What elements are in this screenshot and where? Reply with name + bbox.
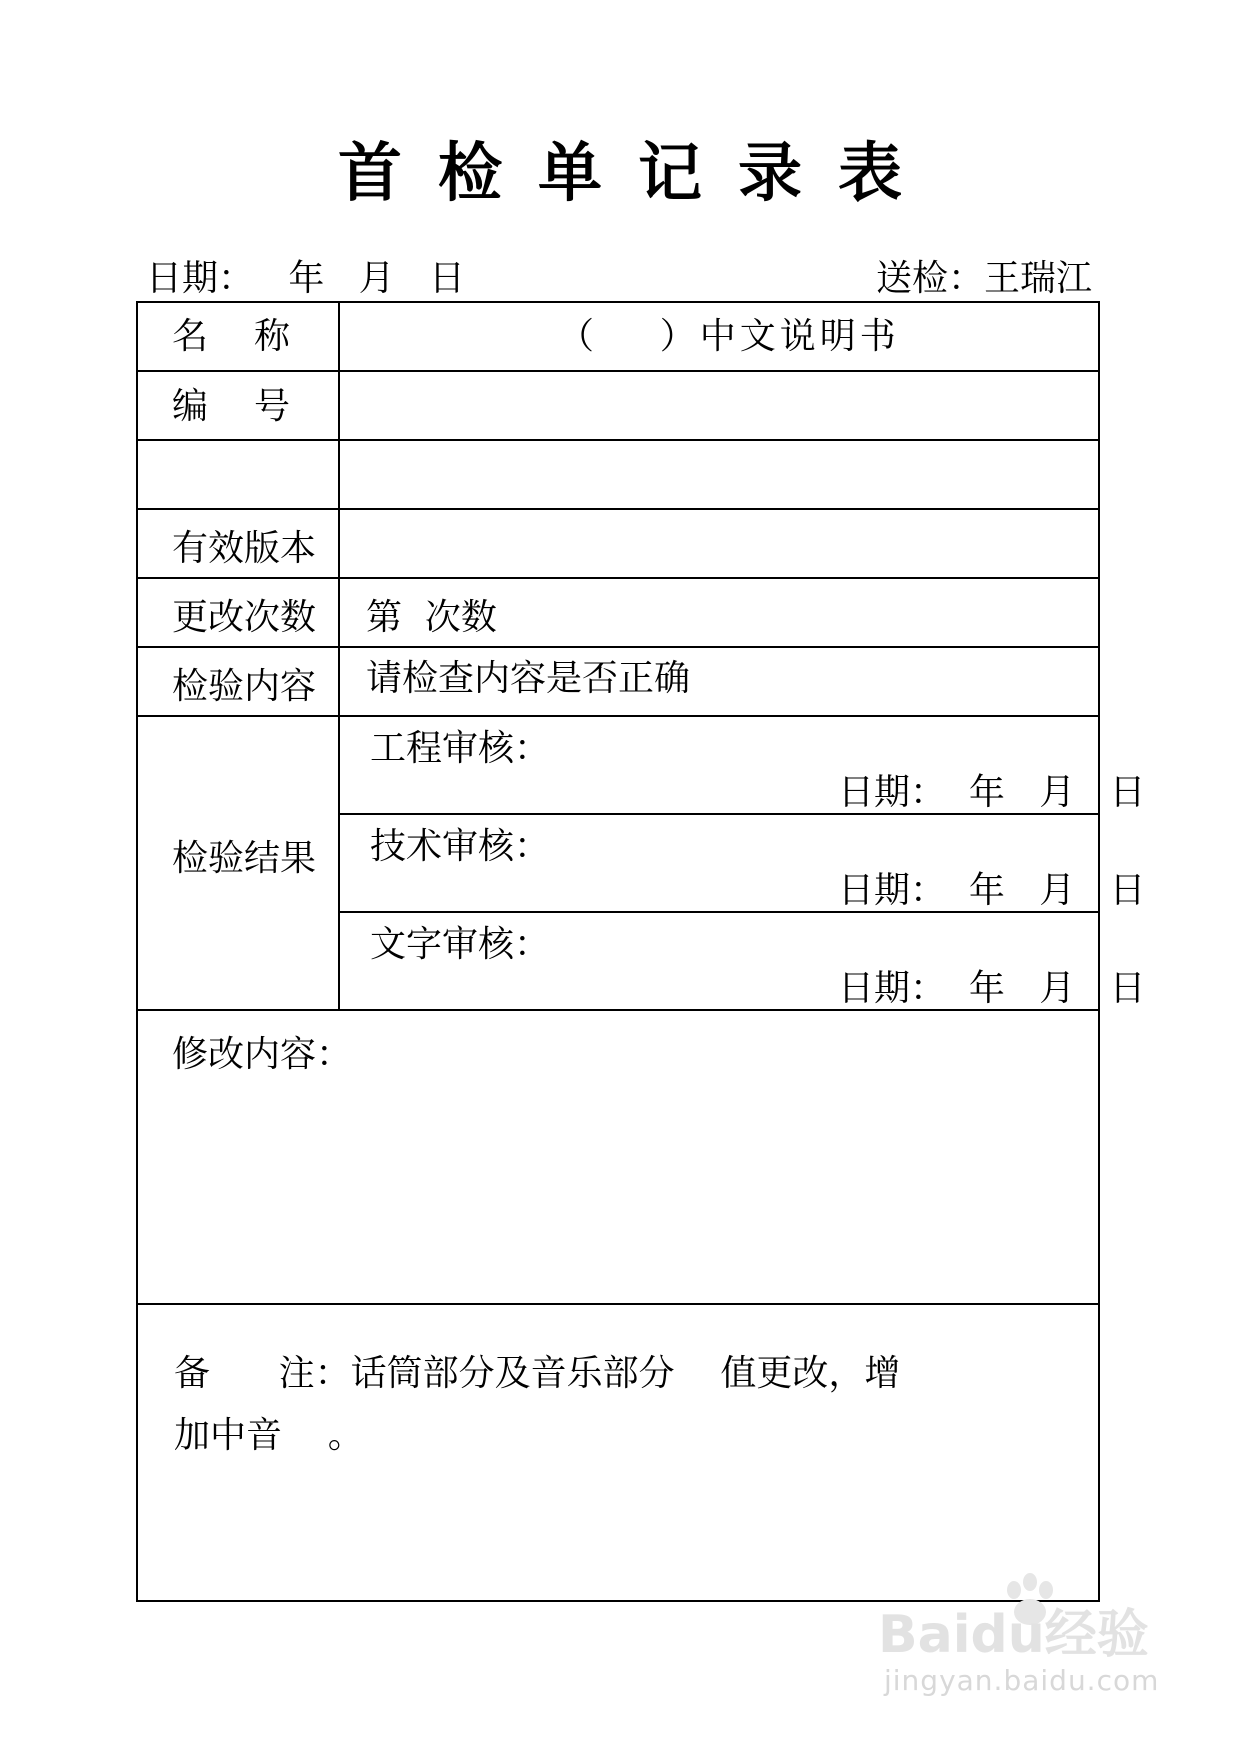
content-value: 请检查内容是否正确: [366, 658, 691, 699]
row-divider: [138, 1009, 1098, 1011]
inspection-form: [136, 301, 1146, 1602]
row-divider: [138, 577, 1098, 579]
watermark-url: jingyan.baidu.com: [884, 1664, 1160, 1697]
row-divider: [138, 715, 1098, 717]
row-divider: [138, 646, 1098, 648]
engineering-review-date: 日期： 年 月 日: [838, 772, 1146, 813]
content-label: 检验内容: [172, 666, 317, 707]
revision-label: 更改次数: [172, 597, 317, 638]
remarks-text: 备 注：话筒部分及音乐部分 值更改，增加中音 。: [174, 1353, 901, 1456]
row-divider: [138, 370, 1098, 372]
watermark: [878, 1592, 1178, 1702]
column-divider: [338, 303, 340, 1009]
text-review-date: 日期： 年 月 日: [838, 968, 1146, 1009]
technical-review-date: 日期： 年 月 日: [838, 870, 1146, 911]
technical-review-label: 技术审核：: [370, 826, 551, 867]
version-label: 有效版本: [172, 528, 317, 569]
header-date: 日期： 年 月 日: [146, 258, 465, 299]
result-label: 检验结果: [172, 838, 317, 879]
header-submitter: 送检：王瑞江: [876, 258, 1093, 299]
row-divider: [138, 439, 1098, 441]
remarks-section: [138, 1303, 1098, 1599]
version-value[interactable]: [358, 531, 1078, 567]
revision-value: 第 次数: [366, 597, 497, 638]
name-label: 名称: [172, 316, 337, 357]
page-title: 首检单记录表: [338, 136, 938, 211]
number-value[interactable]: [358, 389, 1078, 425]
modification-label: 修改内容：: [172, 1034, 353, 1075]
review-divider: [340, 813, 1098, 815]
name-value: （ ）中文说明书: [558, 316, 900, 357]
review-divider: [340, 911, 1098, 913]
engineering-review-label: 工程审核：: [370, 728, 551, 769]
text-review-label: 文字审核：: [370, 924, 551, 965]
number-label: 编号: [172, 386, 337, 427]
blank-row-value[interactable]: [358, 458, 1078, 494]
watermark-brand: Baidu经验: [878, 1605, 1149, 1665]
row-divider: [138, 508, 1098, 510]
